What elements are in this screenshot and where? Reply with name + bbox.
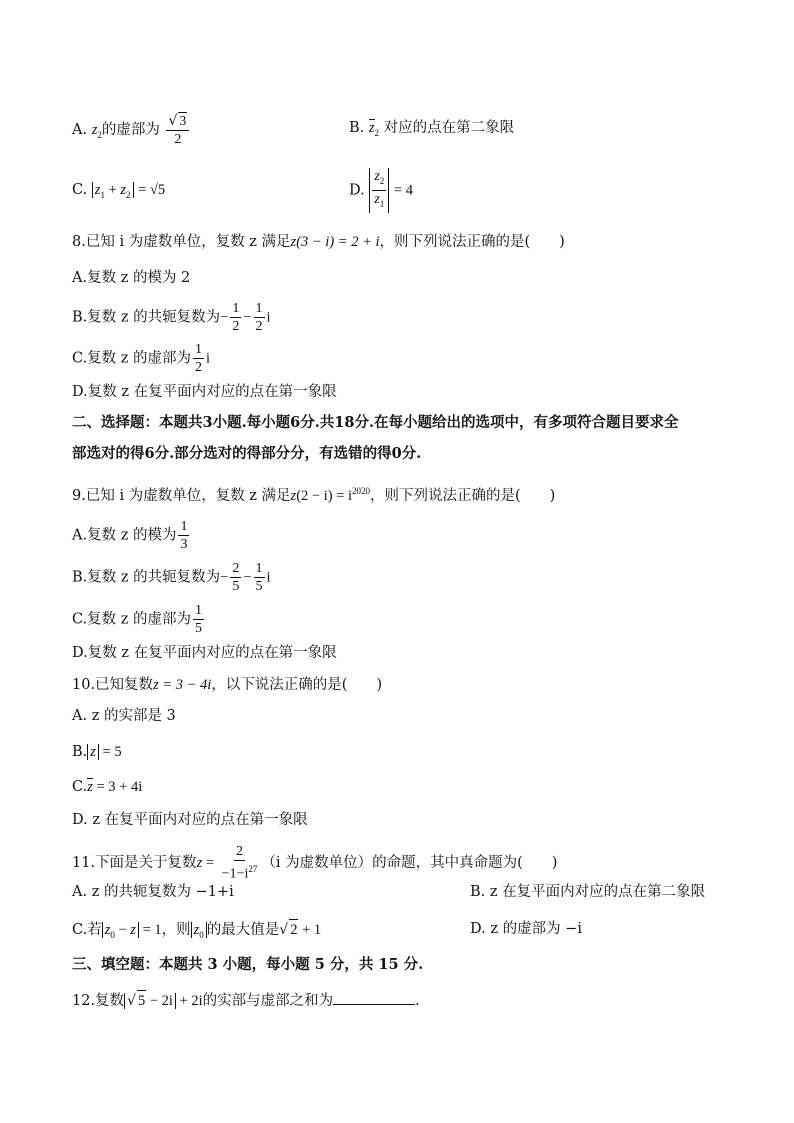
- section-2-line-2: 部选对的得6分.部分选对的得部分分，有选错的得0分.: [72, 445, 422, 462]
- q9-option-b: B.复数 z 的共轭复数为− $\frac{2}{5}$ − $\frac{1}{5}$ i: [72, 561, 271, 594]
- q8-stem: 8.已知 i 为虚数单位，复数 z 满足z(3 − i) = 2 + i，则下列说法正确的是( ): [72, 234, 565, 250]
- q10-stem: 10.已知复数z = 3 − 4i，以下说法正确的是( ): [72, 677, 383, 693]
- fraction-sqrt3-over-2: $\frac{√ 3}{2}$: [166, 112, 189, 148]
- q10-option-a: A. z 的实部是 3: [72, 708, 176, 724]
- q11-option-c: C.若 $z_0 - z = 1$，则 $z_0$ 的最大值是√ 2 + 1: [72, 919, 321, 945]
- q8-option-c: C.复数 z 的虚部为 $\frac{1}{2}$ i: [72, 342, 211, 375]
- q8-option-d: D.复数 z 在复平面内对应的点在第一象限: [72, 384, 337, 400]
- q9-option-d: D.复数 z 在复平面内对应的点在第一象限: [72, 645, 337, 661]
- q10-option-c: C.z = 3 + 4i: [72, 779, 143, 795]
- section-2-line-1: 二、选择题：本题共3小题.每小题6分.共18分.在每小题给出的选项中，有多项符合题目要求全: [72, 414, 679, 431]
- q9-option-a: A.复数 z 的模为 $\frac{1}{3}$: [72, 519, 188, 552]
- q9-option-c: C.复数 z 的虚部为 $\frac{1}{5}$: [72, 603, 203, 636]
- q11-option-d: D. z 的虚部为 −i: [470, 921, 582, 937]
- section-3-title: 三、填空题：本题共 3 小题，每小题 5 分，共 15 分.: [72, 956, 424, 973]
- q12-stem: 12.复数 √ 5 − 2i + 2i的实部与虚部之和为 .: [72, 990, 420, 1011]
- q9-stem: 9.已知 i 为虚数单位，复数 z 满足$z(2 - i) = i^{2020}$，则下列说法正确的是( ): [72, 486, 556, 504]
- q11-stem: 11.下面是关于复数z = $\frac{2}{-1-i^{27}}$ （i 为虚数单位）的命题，其中真命题为( ): [72, 844, 558, 882]
- q10-option-d: D. z 在复平面内对应的点在第一象限: [72, 812, 308, 828]
- q10-option-b: B. z = 5: [72, 744, 122, 760]
- answer-blank[interactable]: [333, 990, 415, 1005]
- q7-option-b: B. $z_2$ 对应的点在第二象限: [349, 120, 515, 138]
- q11-option-b: B. z 在复平面内对应的点在第二象限: [470, 884, 706, 900]
- q8-option-b: B.复数 z 的共轭复数为− $\frac{1}{2}$ − $\frac{1}{2}$ i: [72, 301, 271, 334]
- q8-option-a: A.复数 z 的模为 2: [72, 270, 191, 286]
- q11-option-a: A. z 的共轭复数为 −1+i: [72, 884, 234, 900]
- q7-option-c: C. $z_1 + z_2 = √5$: [72, 182, 166, 200]
- q7-option-d: D. $\frac{z_2}{z_1}$ = 4: [349, 168, 413, 213]
- q7-option-a: A. $z_2$的虚部为 $\frac{√ 3}{2}$: [72, 112, 191, 148]
